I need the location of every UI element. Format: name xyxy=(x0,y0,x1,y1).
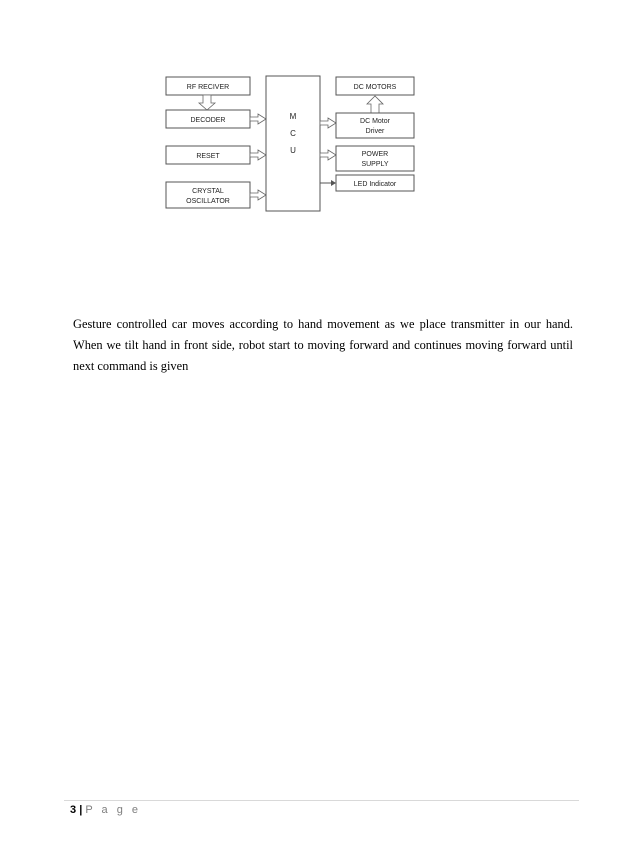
mcu-letter-m: M xyxy=(289,112,297,121)
mcu-to-power-arrow xyxy=(320,150,336,160)
reset-to-mcu-arrow xyxy=(250,150,266,160)
power-label-2: SUPPLY xyxy=(361,161,389,168)
page-number: 3 xyxy=(70,804,77,816)
oscillator-label: OSCILLATOR xyxy=(186,198,230,205)
mcu-block xyxy=(266,76,320,211)
decoder-block xyxy=(166,110,250,128)
reset-block xyxy=(166,146,250,164)
rf-receiver-block xyxy=(166,77,250,95)
driver-label-2: Driver xyxy=(365,128,385,135)
dc-motors-label: DC MOTORS xyxy=(353,84,397,91)
decoder-to-mcu-arrow xyxy=(250,114,266,124)
page-footer xyxy=(70,804,141,816)
mcu-to-driver-arrow xyxy=(320,118,336,128)
body-paragraph: Gesture controlled car moves according to hand movement as we place transmitter in our hand. When we tilt hand in front side, robot start to moving forward and continues moving forward until next command is given xyxy=(73,317,573,373)
power-supply-block xyxy=(336,146,414,171)
dc-motors-block xyxy=(336,77,414,95)
mcu-letter-u: U xyxy=(290,146,296,155)
rf-receiver-label: RF RECIVER xyxy=(186,84,230,91)
crystal-to-mcu-arrow xyxy=(250,190,266,200)
crystal-oscillator-block xyxy=(166,182,250,208)
page-label: P a g e xyxy=(85,804,141,816)
crystal-label: CRYSTAL xyxy=(192,188,224,195)
power-label-1: POWER xyxy=(361,151,389,158)
led-label: LED Indicator xyxy=(353,181,397,188)
reset-label: RESET xyxy=(196,153,220,160)
driver-to-motors-arrow xyxy=(367,96,383,113)
rf-to-decoder-arrow xyxy=(199,95,215,110)
decoder-label: DECODER xyxy=(190,117,226,124)
footer-rule xyxy=(64,800,579,801)
mcu-letter-c: C xyxy=(290,129,296,138)
mcu-to-led-arrow xyxy=(320,180,336,186)
block-diagram xyxy=(0,0,638,300)
dc-motor-driver-block xyxy=(336,113,414,138)
driver-label-1: DC Motor xyxy=(360,118,390,125)
led-indicator-block xyxy=(336,175,414,191)
footer-separator: | xyxy=(79,804,83,816)
